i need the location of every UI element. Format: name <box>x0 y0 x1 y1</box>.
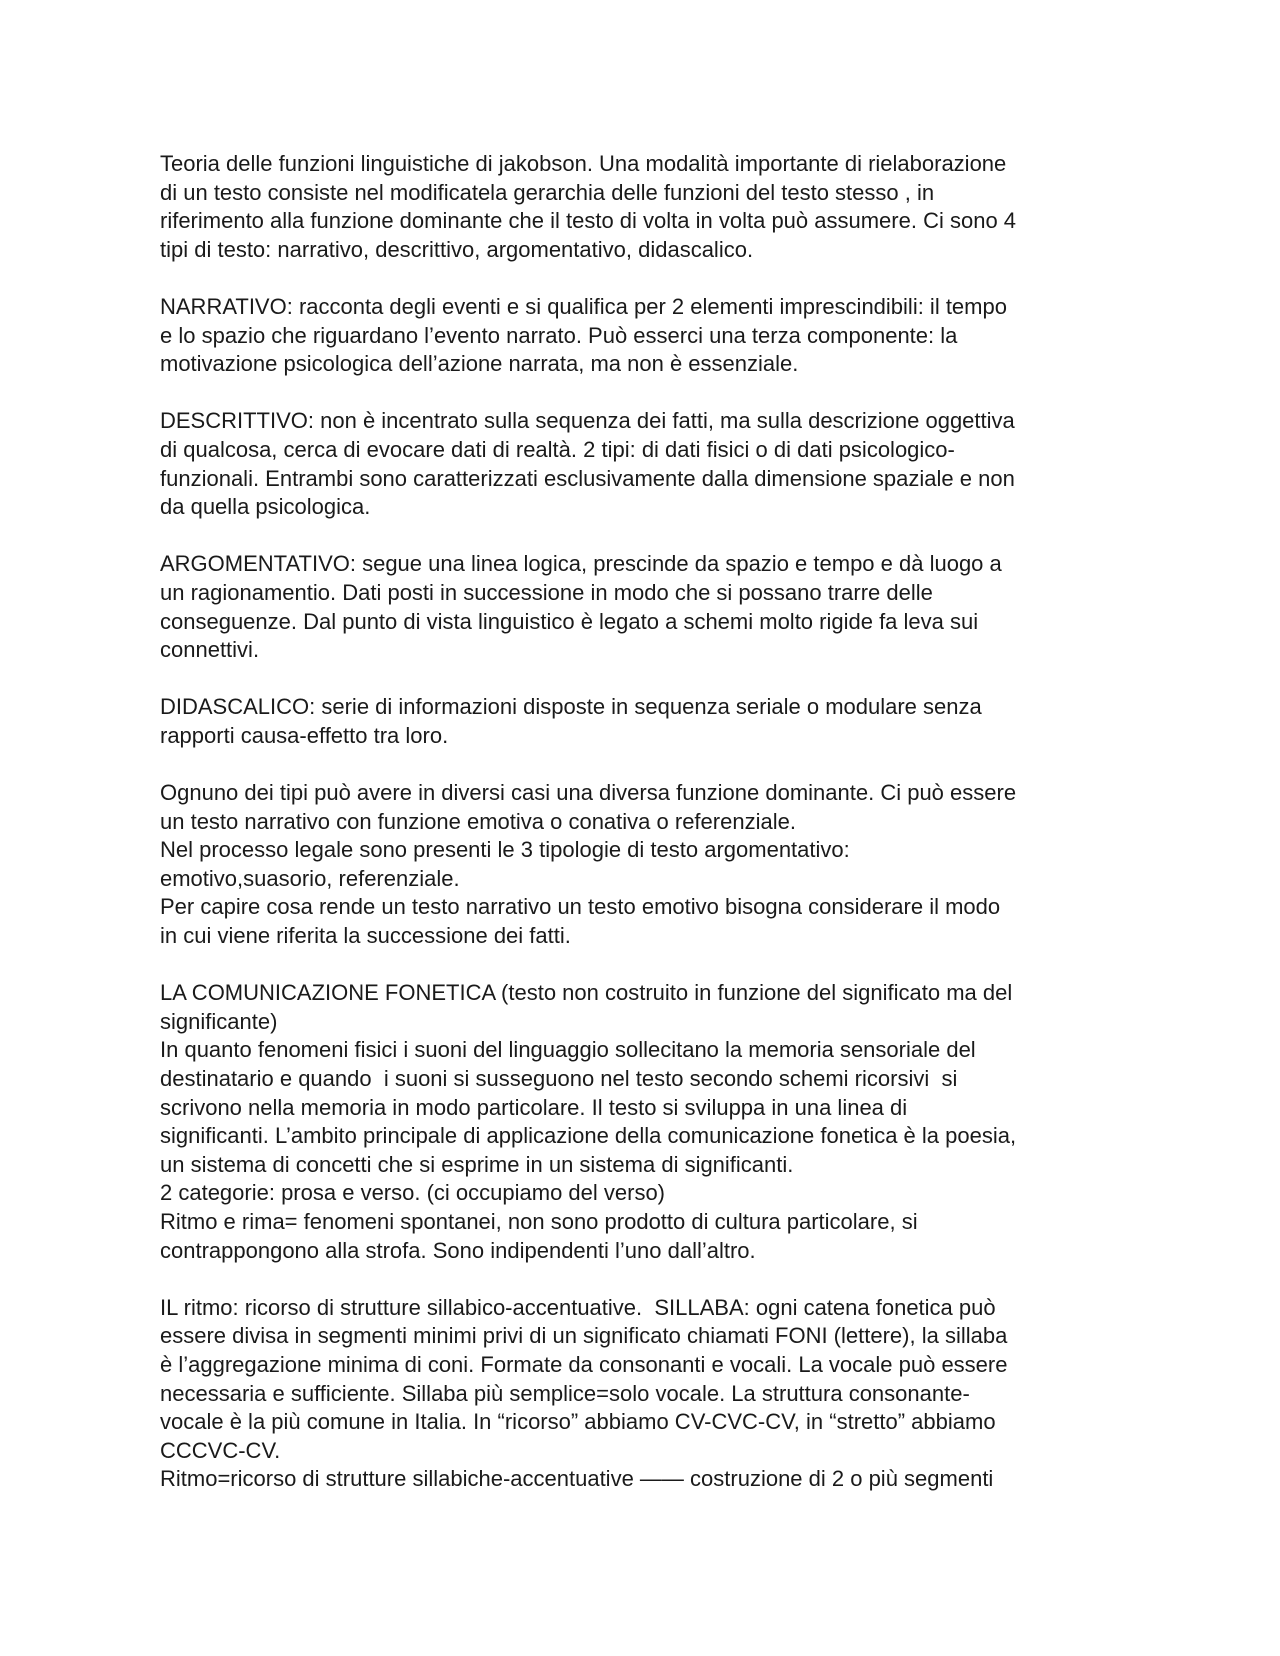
text-line: 2 categorie: prosa e verso. (ci occupiamo del verso) <box>160 1180 666 1206</box>
text-line: riferimento alla funzione dominante che il testo di volta in volta può assumere. Ci sono 4 <box>160 208 1017 234</box>
text-line: Ritmo=ricorso di strutture sillabiche-accentuative —— costruzione di 2 o più segmenti <box>160 1466 994 1492</box>
paragraph-argomentativo <box>160 550 1120 664</box>
paragraph-narrativo <box>160 293 1120 379</box>
paragraph-descrittivo <box>160 407 1120 521</box>
text-line: significante) <box>160 1008 278 1034</box>
text-line: emotivo,suasorio, referenziale. <box>160 865 460 891</box>
text-line: DESCRITTIVO: non è incentrato sulla sequenza dei fatti, ma sulla descrizione oggettiva <box>160 408 1015 434</box>
text-line: Nel processo legale sono presenti le 3 tipologie di testo argomentativo: <box>160 837 850 863</box>
text-line: contrappongono alla strofa. Sono indipendenti l’uno dall’altro. <box>160 1237 756 1263</box>
text-line: In quanto fenomeni fisici i suoni del linguaggio sollecitano la memoria sensoriale del <box>160 1037 976 1063</box>
text-line: essere divisa in segmenti minimi privi di un significato chiamati FONI (lettere), la sillaba <box>160 1323 1008 1349</box>
text-line: significanti. L’ambito principale di applicazione della comunicazione fonetica è la poesia, <box>160 1123 1017 1149</box>
paragraph-intro <box>160 150 1120 264</box>
text-line: CCCVC-CV. <box>160 1437 281 1463</box>
text-line: un testo narrativo con funzione emotiva o conativa o referenziale. <box>160 808 796 834</box>
text-line: di qualcosa, cerca di evocare dati di realtà. 2 tipi: di dati fisici o di dati psicologico- <box>160 436 955 462</box>
text-line: Per capire cosa rende un testo narrativo un testo emotivo bisogna considerare il modo <box>160 894 1001 920</box>
text-line: IL ritmo: ricorso di strutture sillabico-accentuative. SILLABA: ogni catena fonetica può <box>160 1294 996 1320</box>
text-line: e lo spazio che riguardano l’evento narrato. Può esserci una terza componente: la <box>160 322 958 348</box>
text-line: motivazione psicologica dell’azione narrata, ma non è essenziale. <box>160 351 799 377</box>
text-line: tipi di testo: narrativo, descrittivo, argomentativo, didascalico. <box>160 236 754 262</box>
text-line: è l’aggregazione minima di coni. Formate da consonanti e vocali. La vocale può essere <box>160 1351 1008 1377</box>
text-line: conseguenze. Dal punto di vista linguistico è legato a schemi molto rigide fa leva sui <box>160 608 979 634</box>
text-line: di un testo consiste nel modificatela gerarchia delle funzioni del testo stesso , in <box>160 179 935 205</box>
text-line: necessaria e sufficiente. Sillaba più semplice=solo vocale. La struttura consonante- <box>160 1380 970 1406</box>
text-line: Ritmo e rima= fenomeni spontanei, non sono prodotto di cultura particolare, si <box>160 1208 918 1234</box>
text-line: connettivi. <box>160 637 260 663</box>
text-line: NARRATIVO: racconta degli eventi e si qualifica per 2 elementi imprescindibili: il tempo <box>160 293 1007 319</box>
paragraph-comunicazione-fonetica <box>160 979 1120 1265</box>
paragraph-funzione-dominante <box>160 779 1120 951</box>
text-line: funzionali. Entrambi sono caratterizzati esclusivamente dalla dimensione spaziale e non <box>160 465 1015 491</box>
text-line: in cui viene riferita la successione dei fatti. <box>160 923 571 949</box>
text-line: Ognuno dei tipi può avere in diversi casi una diversa funzione dominante. Ci può essere <box>160 780 1017 806</box>
paragraph-ritmo <box>160 1294 1120 1494</box>
document-page <box>160 150 1120 1523</box>
text-line: un sistema di concetti che si esprime in un sistema di significanti. <box>160 1151 794 1177</box>
paragraph-didascalico <box>160 693 1120 750</box>
text-line: LA COMUNICAZIONE FONETICA (testo non costruito in funzione del significato ma del <box>160 980 1013 1006</box>
text-line: rapporti causa-effetto tra loro. <box>160 722 449 748</box>
text-line: DIDASCALICO: serie di informazioni disposte in sequenza seriale o modulare senza <box>160 694 982 720</box>
text-line: vocale è la più comune in Italia. In “ricorso” abbiamo CV-CVC-CV, in “stretto” abbiamo <box>160 1409 996 1435</box>
text-line: da quella psicologica. <box>160 494 371 520</box>
text-line: Teoria delle funzioni linguistiche di jakobson. Una modalità importante di rielaborazione <box>160 151 1007 176</box>
text-line: ARGOMENTATIVO: segue una linea logica, prescinde da spazio e tempo e dà luogo a <box>160 551 1002 577</box>
text-line: destinatario e quando i suoni si susseguono nel testo secondo schemi ricorsivi si <box>160 1066 958 1091</box>
text-line: un ragionamentio. Dati posti in successione in modo che si possano trarre delle <box>160 579 933 605</box>
text-line: scrivono nella memoria in modo particolare. Il testo si sviluppa in una linea di <box>160 1094 908 1120</box>
